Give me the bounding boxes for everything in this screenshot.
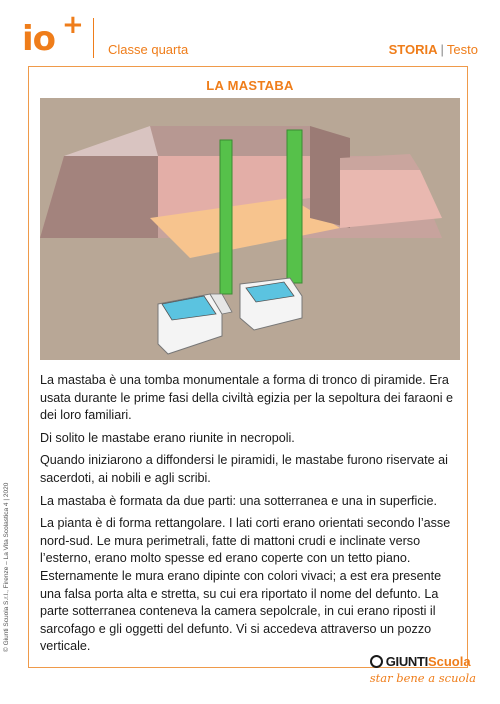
subject-separator: | xyxy=(440,42,444,57)
paragraph-1: La mastaba è una tomba monumentale a forma di tronco di piramide. Era usata durante le prime fasi della civiltà egizia per la sepoltura dei faraoni e dei loro familiari. xyxy=(40,373,454,423)
grade-label: Classe quarta xyxy=(108,42,189,57)
brand-name: GIUNTI xyxy=(385,654,428,669)
paragraph-3: Quando iniziarono a diffondersi le piramidi, le mastabe furono riservate ai sacerdoti, ai nobili e agli scribi. xyxy=(40,453,448,485)
section-name: Testo xyxy=(446,42,478,57)
logo-io-text: io xyxy=(22,19,56,59)
giunti-scuola-brand xyxy=(370,654,476,685)
left-shaft xyxy=(220,140,232,294)
mastaba-illustration xyxy=(40,98,460,360)
subject-label xyxy=(389,42,478,57)
paragraph-5: La pianta è di forma rettangolare. I lati corti erano orientati secondo l’asse nord-sud. Le mura perimetrali, fatte di mattoni crudi e inclinate verso l’esterno, erano molto spesse ed erano coperte con un tetto piano. Esternamente le mura erano dipinte con colori vivaci; a est era presente una falsa porta alta e stretta, su cui era riportato il nome del defunto. La parte sotterranea conteneva la camera sepolcrale, in cui erano riposti il sarcofago e gli oggetti del defunto. Vi si accedeva attraverso un pozzo verticale. xyxy=(40,516,451,654)
brand-tagline: star bene a scuola xyxy=(369,671,476,685)
giunti-g-icon xyxy=(370,655,383,668)
header-divider xyxy=(93,18,94,58)
io-plus-logo xyxy=(22,10,86,64)
subject-name: STORIA xyxy=(388,42,438,57)
paragraph-4: La mastaba è formata da due parti: una sotterranea e una in superficie. xyxy=(40,493,437,508)
side-credit: © Giunti Scuola S.r.l., Firenze – La Vita Scolastica 4 | 2020 xyxy=(3,482,10,652)
body-text xyxy=(40,372,460,661)
brand-scuola: Scuola xyxy=(427,654,471,669)
right-shaft xyxy=(287,130,302,283)
brand-row xyxy=(370,654,476,669)
logo-plus-icon: + xyxy=(62,10,84,40)
paragraph-2: Di solito le mastabe erano riunite in necropoli. xyxy=(40,430,295,445)
card-title: LA MASTABA xyxy=(206,78,294,93)
